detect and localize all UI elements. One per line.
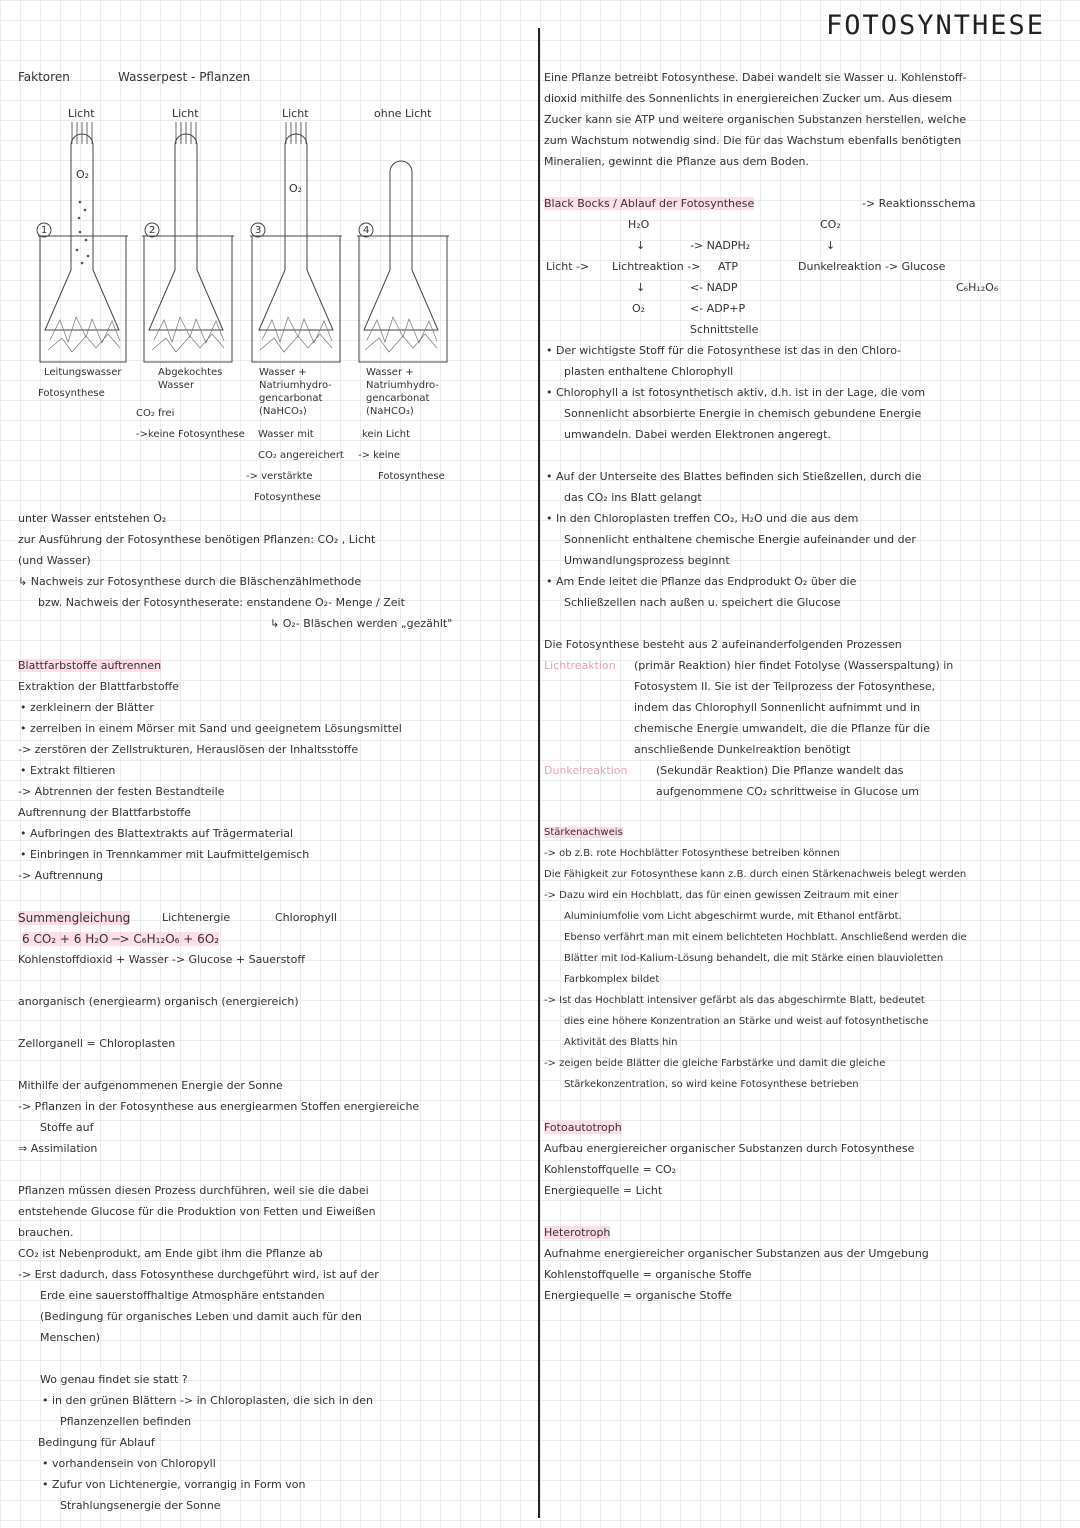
equation-words: Kohlenstoffdioxid + Wasser -> Glucose + Sauerstoff <box>18 953 305 966</box>
text-line: Aufnahme energiereicher organischer Substanzen aus der Umgebung <box>544 1247 929 1260</box>
dunkelreaktion-label: Dunkelreaktion <box>544 764 628 777</box>
text-line: Wo genau findet sie statt ? <box>40 1373 188 1386</box>
energy-line: anorganisch (energiearm) organisch (energiereich) <box>18 995 299 1008</box>
factors-title: Wasserpest - Pflanzen <box>118 70 251 84</box>
schema-arrow-down: ↓ <box>636 281 646 294</box>
setup-2-caption-2: Wasser <box>158 380 195 391</box>
setup-3-note-1: Wasser mit <box>258 429 314 440</box>
experiment-diagram <box>0 0 540 520</box>
text-line: dies eine höhere Konzentration an Stärke und weist auf fotosynthetische <box>564 1016 929 1027</box>
text-line: Zucker kann sie ATP und weitere organischen Substanzen herstellen, welche <box>544 113 967 126</box>
text-line: zur Ausführung der Fotosynthese benötigen Pflanzen: CO₂ , Licht <box>18 533 376 546</box>
dye-title: Blattfarbstoffe auftrennen <box>18 659 162 672</box>
text-line: Stoffe auf <box>40 1121 94 1134</box>
setup-3-drawing <box>250 122 342 362</box>
setup-4-note-3: Fotosynthese <box>378 471 445 482</box>
text-line: • Der wichtigste Stoff für die Fotosynthese ist das in den Chloro- <box>546 344 902 357</box>
schema-schnittstelle: Schnittstelle <box>690 323 759 336</box>
text-line: Eine Pflanze betreibt Fotosynthese. Dabei wandelt sie Wasser u. Kohlenstoff- <box>544 71 967 84</box>
blackbox-title: Black Bocks / Ablauf der Fotosynthese <box>544 197 755 210</box>
schema-nadph2: -> NADPH₂ <box>690 239 751 252</box>
text-line: brauchen. <box>18 1226 74 1239</box>
text-line: plasten enthaltene Chlorophyll <box>564 365 734 378</box>
text-line: Kohlenstoffquelle = CO₂ <box>544 1163 677 1176</box>
text-line: -> Erst dadurch, dass Fotosynthese durchgeführt wird, ist auf der <box>18 1268 379 1281</box>
text-line: -> Dazu wird ein Hochblatt, das für einen gewissen Zeitraum mit einer <box>544 890 899 901</box>
text-line: zum Wachstum notwendig sind. Die für das Wachstum ebenfalls benötigten <box>544 134 962 147</box>
setup-4-caption-2: Natriumhydro- <box>366 380 439 391</box>
text-line: Aufbau energiereicher organischer Substanzen durch Fotosynthese <box>544 1142 915 1155</box>
text-line: entstehende Glucose für die Produktion von Fetten und Eiweißen <box>18 1205 376 1218</box>
text-line: chemische Energie umwandelt, die die Pflanze für die <box>634 722 930 735</box>
blackbox-arrow: -> Reaktionsschema <box>862 197 976 210</box>
text-line: Strahlungsenergie der Sonne <box>60 1499 221 1512</box>
setup-3-light: Licht <box>282 107 309 120</box>
text-line: Sonnenlicht absorbierte Energie in chemisch gebundene Energie <box>564 407 922 420</box>
text-line: • Aufbringen des Blattextrakts auf Trägermaterial <box>20 827 294 840</box>
text-line: Sonnenlicht enthaltene chemische Energie aufeinander und der <box>564 533 916 546</box>
text-line: • zerreiben in einem Mörser mit Sand und geeignetem Lösungsmittel <box>20 722 402 735</box>
text-line: anschließende Dunkelreaktion benötigt <box>634 743 851 756</box>
text-line: Energiequelle = organische Stoffe <box>544 1289 732 1302</box>
text-line: das CO₂ ins Blatt gelangt <box>564 491 702 504</box>
text-line: Extraktion der Blattfarbstoffe <box>18 680 179 693</box>
schema-adp: <- ADP+P <box>690 302 746 315</box>
setup-4-note-2: -> keine <box>358 450 401 461</box>
text-line: (Sekundär Reaktion) Die Pflanze wandelt das <box>656 764 904 777</box>
text-line: Blätter mit Iod-Kalium-Lösung behandelt, die mit Stärke einen blauvioletten <box>564 953 944 964</box>
schema-glucose-formula: C₆H₁₂O₆ <box>956 281 999 294</box>
text-line: Mithilfe der aufgenommenen Energie der Sonne <box>18 1079 283 1092</box>
text-line: ⇒ Assimilation <box>18 1142 98 1155</box>
setup-1-gas: O₂ <box>76 168 90 181</box>
setup-2-note-2: ->keine Fotosynthese <box>136 429 245 440</box>
text-line: ↳ O₂- Bläschen werden „gezählt" <box>270 617 453 630</box>
setup-3-caption-2: Natriumhydro- <box>259 380 332 391</box>
schema-arrow-down: ↓ <box>826 239 836 252</box>
text-line: • Extrakt filtieren <box>20 764 116 777</box>
setup-3-caption-3: gencarbonat <box>259 393 323 404</box>
setup-2-drawing <box>142 122 234 362</box>
text-line: (Bedingung für organisches Leben und damit auch für den <box>40 1310 362 1323</box>
hetero-title: Heterotroph <box>544 1226 611 1239</box>
organelle: Zellorganell = Chloroplasten <box>18 1037 176 1050</box>
text-line: umwandeln. Dabei werden Elektronen angeregt. <box>564 428 831 441</box>
text-line: -> Abtrennen der festen Bestandteile <box>18 785 225 798</box>
text-line: aufgenommene CO₂ schrittweise in Glucose um <box>656 785 920 798</box>
factors-label: Faktoren <box>18 70 70 84</box>
text-line: Kohlenstoffquelle = organische Stoffe <box>544 1268 752 1281</box>
oxygen-bubbles <box>76 201 90 265</box>
text-line: indem das Chlorophyll Sonnenlicht aufnimmt und in <box>634 701 921 714</box>
text-line: Fotosystem II. Sie ist der Teilprozess der Fotosynthese, <box>634 680 936 693</box>
text-line: Umwandlungsprozess beginnt <box>564 554 730 567</box>
setup-3-note-2: CO₂ angereichert <box>258 450 344 461</box>
setup-3-caption-4: (NaHCO₃) <box>259 406 307 417</box>
equation-label: Summengleichung <box>18 911 131 925</box>
text-line: Schließzellen nach außen u. speichert die Glucose <box>564 596 841 609</box>
text-line: Aluminiumfolie vom Licht abgeschirmt wurde, mit Ethanol entfärbt. <box>564 911 902 922</box>
setup-3-note-3: -> verstärkte <box>246 471 313 482</box>
auto-title: Fotoautotroph <box>544 1121 622 1134</box>
text-line: CO₂ ist Nebenprodukt, am Ende gibt ihm die Pflanze ab <box>18 1247 323 1260</box>
schema-licht: Licht -> <box>546 260 590 273</box>
setup-2-caption-1: Abgekochtes <box>158 367 223 378</box>
text-line: -> zeigen beide Blätter die gleiche Farbstärke und damit die gleiche <box>544 1058 886 1069</box>
setup-1-caption: Leitungswasser <box>44 367 122 378</box>
setup-1-light: Licht <box>68 107 95 120</box>
setup-3-gas: O₂ <box>289 182 303 195</box>
setup-1-note: Fotosynthese <box>38 388 105 399</box>
text-line: dioxid mithilfe des Sonnenlichts in energiereichen Zucker um. Aus diesem <box>544 92 953 105</box>
text-line: -> Ist das Hochblatt intensiver gefärbt als das abgeschirmte Blatt, bedeutet <box>544 995 925 1006</box>
text-line: • Auf der Unterseite des Blattes befinden sich Stießzellen, durch die <box>546 470 922 483</box>
setup-3-number: 3 <box>255 225 262 236</box>
text-line: • in den grünen Blättern -> in Chloroplasten, die sich in den <box>42 1394 374 1407</box>
schema-nadp: <- NADP <box>690 281 738 294</box>
schema-co2: CO₂ <box>820 218 841 231</box>
text-line: Farbkomplex bildet <box>564 974 660 985</box>
text-line: • Zufur von Lichtenergie, vorrangig in Form von <box>42 1478 306 1491</box>
text-line: • Chlorophyll a ist fotosynthetisch aktiv, d.h. ist in der Lage, die vom <box>546 386 926 399</box>
setup-4-caption-3: gencarbonat <box>366 393 430 404</box>
text-line: Erde eine sauerstoffhaltige Atmosphäre entstanden <box>40 1289 325 1302</box>
schema-atp: ATP <box>718 260 739 273</box>
setup-1-number: 1 <box>41 225 48 236</box>
equation-energy: Lichtenergie <box>162 911 231 924</box>
schema-dunkel: Dunkelreaktion -> Glucose <box>798 260 946 273</box>
text-line: Pflanzen müssen diesen Prozess durchführen, weil sie die dabei <box>18 1184 369 1197</box>
equation: 6 CO₂ + 6 H₂O ─> C₆H₁₂O₆ + 6O₂ <box>22 932 220 946</box>
text-line: Energiequelle = Licht <box>544 1184 663 1197</box>
text-line: -> Auftrennung <box>18 869 104 882</box>
text-line: Die Fähigkeit zur Fotosynthese kann z.B. durch einen Stärkenachweis belegt werden <box>544 869 967 880</box>
text-line: (primär Reaktion) hier findet Fotolyse (Wasserspaltung) in <box>634 659 954 672</box>
text-line: -> ob z.B. rote Hochblätter Fotosynthese betreiben können <box>544 848 840 859</box>
text-line: -> Pflanzen in der Fotosynthese aus energiearmen Stoffen energiereiche <box>18 1100 420 1113</box>
setup-2-light: Licht <box>172 107 199 120</box>
text-line: • zerkleinern der Blätter <box>20 701 154 714</box>
text-line: • In den Chloroplasten treffen CO₂, H₂O und die aus dem <box>546 512 859 525</box>
text-line: -> zerstören der Zellstrukturen, Herauslösen der Inhaltsstoffe <box>18 743 359 756</box>
text-line: ↳ Nachweis zur Fotosynthese durch die Bläschenzählmethode <box>18 575 362 588</box>
setup-4-light: ohne Licht <box>374 107 432 120</box>
process-intro: Die Fotosynthese besteht aus 2 aufeinanderfolgenden Prozessen <box>544 638 902 651</box>
text-line: Stärkekonzentration, so wird keine Fotosynthese betrieben <box>564 1079 859 1090</box>
page-title: FOTOSYNTHESE <box>826 10 1046 41</box>
text-line: • vorhandensein von Chloropyll <box>42 1457 216 1470</box>
waterweed-plants <box>48 317 437 352</box>
schema-h2o: H₂O <box>628 218 650 231</box>
text-line: Ebenso verfährt man mit einem belichteten Hochblatt. Anschließend werden die <box>564 932 967 943</box>
text-line: Menschen) <box>40 1331 101 1344</box>
setup-2-number: 2 <box>149 225 156 236</box>
setup-3-caption-1: Wasser + <box>259 367 307 378</box>
setup-2-note-1: CO₂ frei <box>136 408 175 419</box>
starch-title: Stärkenachweis <box>544 827 623 838</box>
text-line: • Einbringen in Trennkammer mit Laufmittelgemisch <box>20 848 310 861</box>
text-line: bzw. Nachweis der Fotosyntheserate: enstandene O₂- Menge / Zeit <box>38 596 405 609</box>
text-line: Mineralien, gewinnt die Pflanze aus dem Boden. <box>544 155 809 168</box>
text-line: (und Wasser) <box>18 554 91 567</box>
text-line: unter Wasser entstehen O₂ <box>18 512 167 525</box>
schema-o2: O₂ <box>632 302 646 315</box>
setup-3-note-4: Fotosynthese <box>254 492 321 503</box>
lichtreaktion-label: Lichtreaktion <box>544 659 616 672</box>
equation-catalyst: Chlorophyll <box>275 911 338 924</box>
setup-4-caption-1: Wasser + <box>366 367 414 378</box>
schema-lichtreaktion: Lichtreaktion -> <box>612 260 701 273</box>
setup-4-number: 4 <box>363 225 370 236</box>
text-line: • Am Ende leitet die Pflanze das Endprodukt O₂ über die <box>546 575 857 588</box>
text-line: Auftrennung der Blattfarbstoffe <box>18 806 191 819</box>
schema-arrow-down: ↓ <box>636 239 646 252</box>
setup-4-caption-4: (NaHCO₃) <box>366 406 414 417</box>
text-line: Bedingung für Ablauf <box>38 1436 155 1449</box>
text-line: Aktivität des Blatts hin <box>564 1037 678 1048</box>
text-line: Pflanzenzellen befinden <box>60 1415 192 1428</box>
setup-4-note-1: kein Licht <box>362 429 410 440</box>
